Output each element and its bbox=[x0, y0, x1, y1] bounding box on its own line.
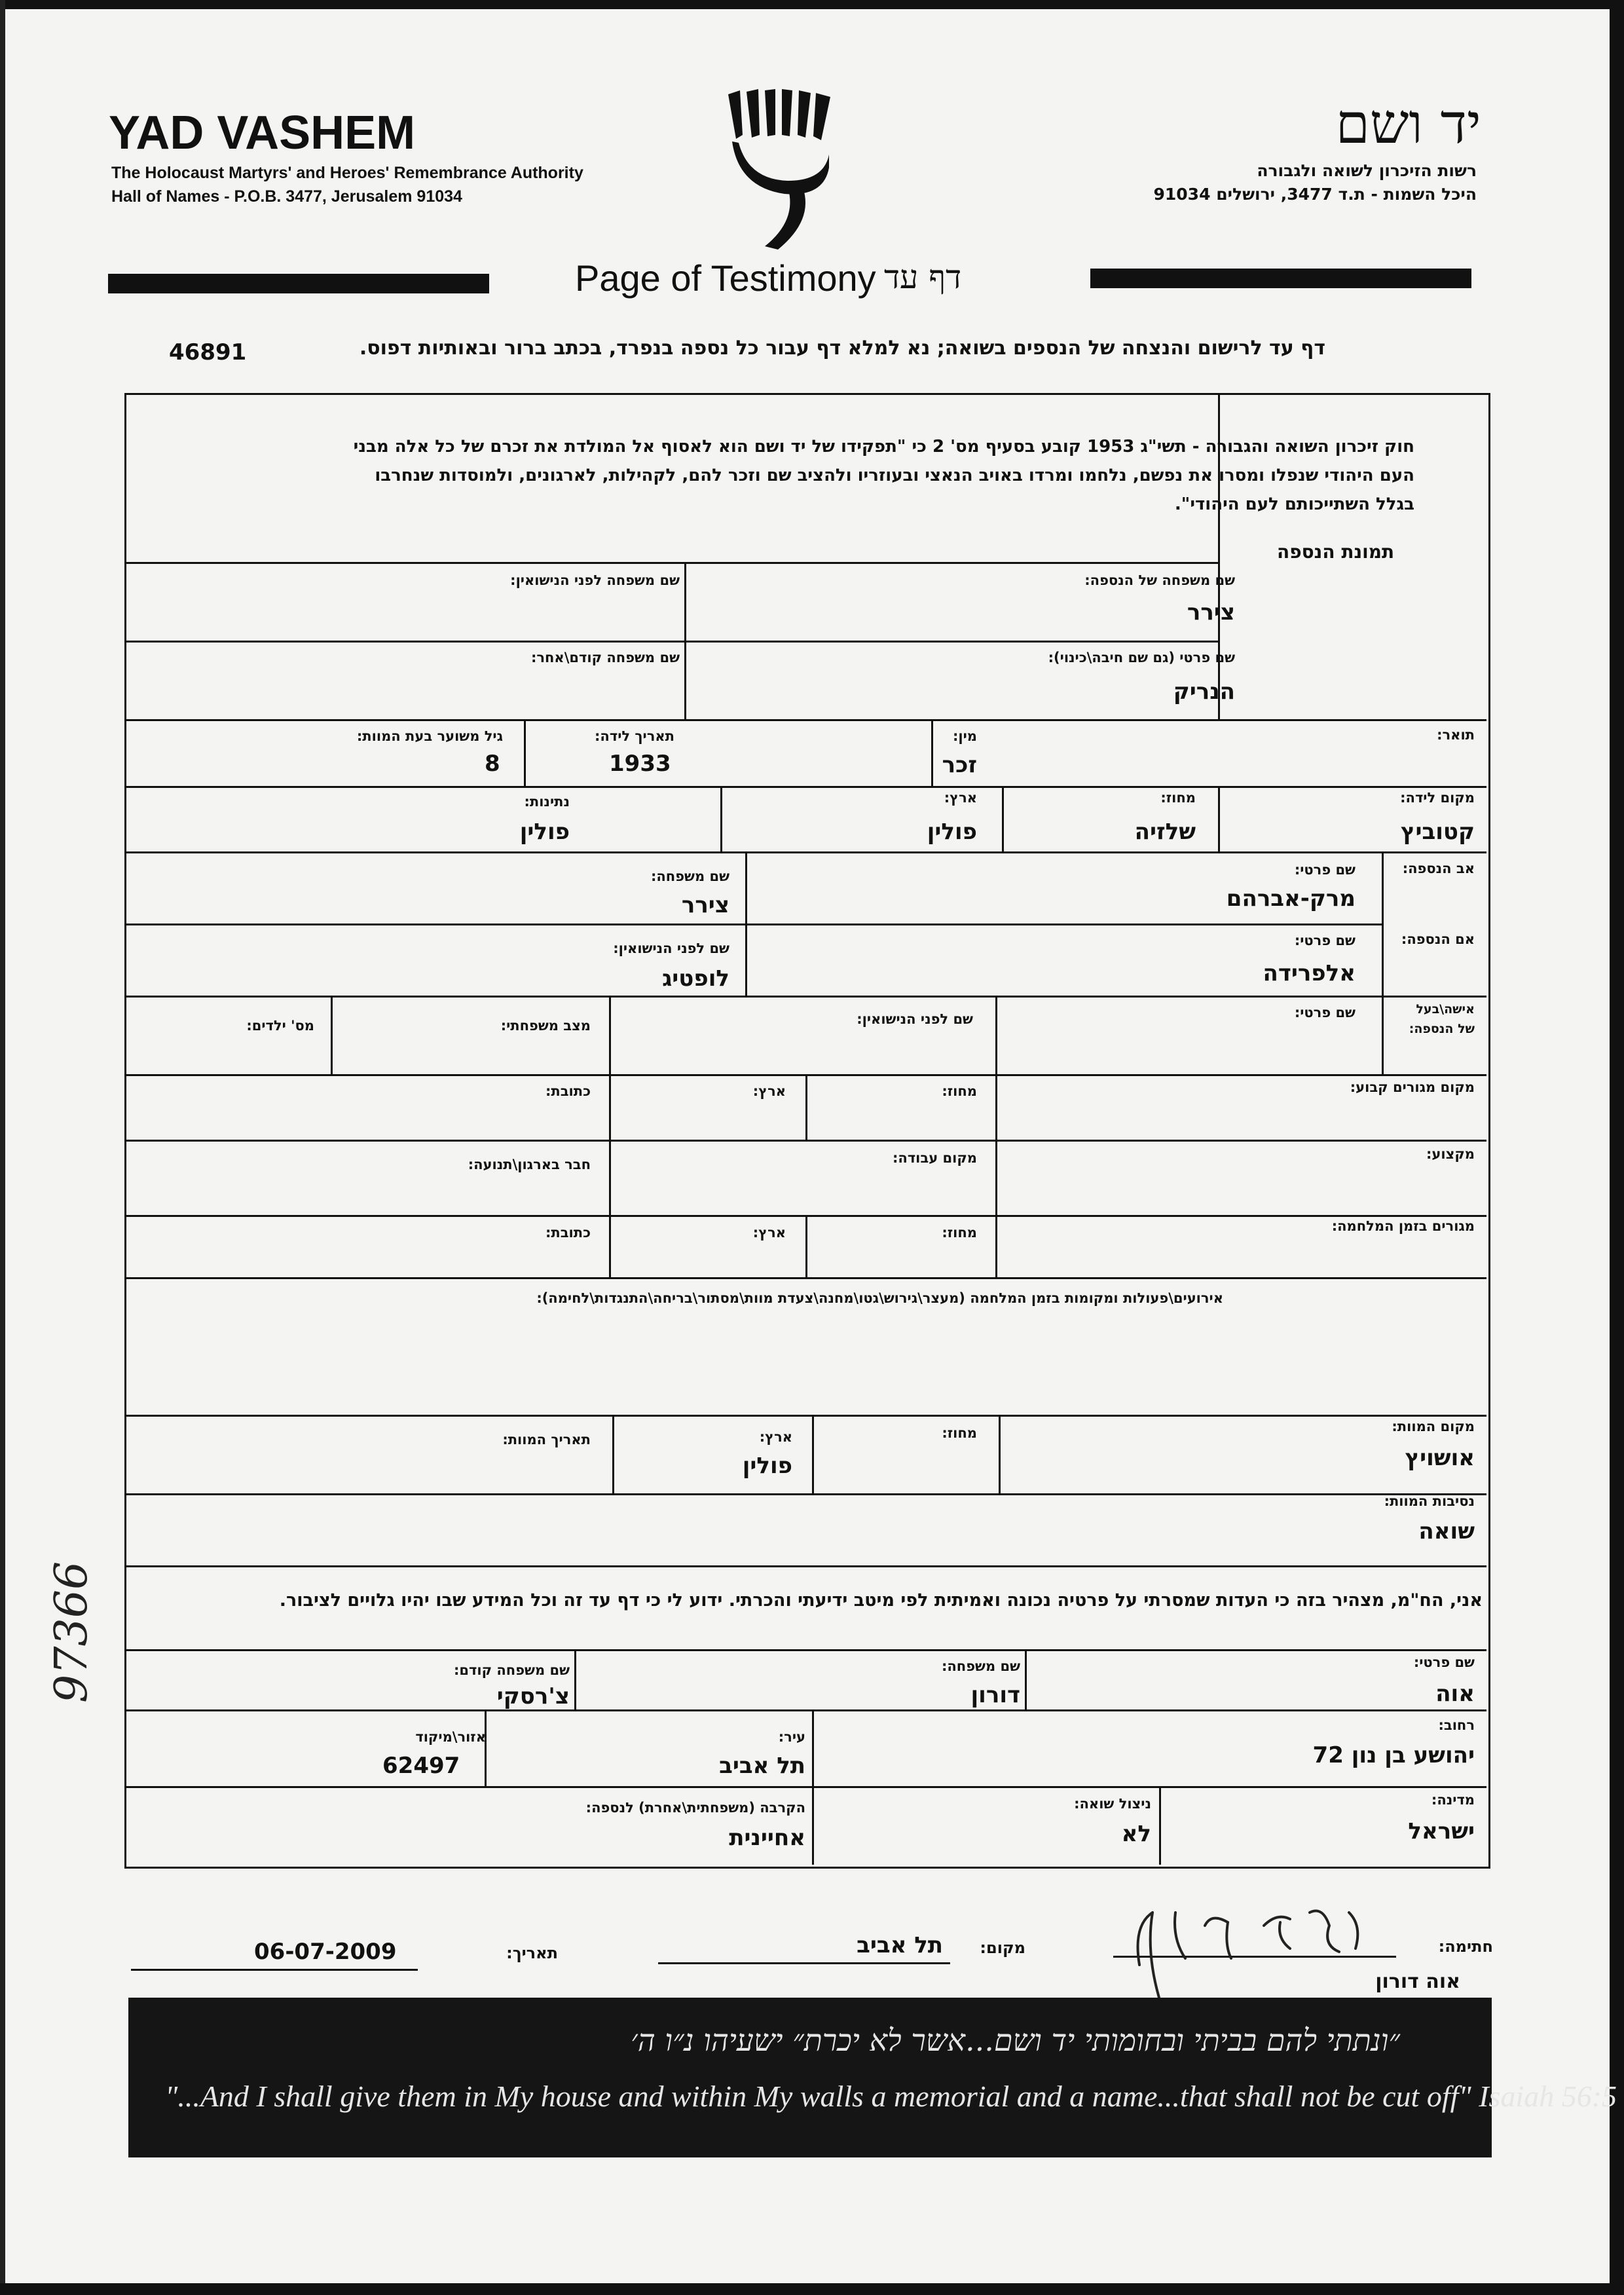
maiden-name-label: שם משפחה לפני הנישואין: bbox=[510, 572, 680, 588]
col-divider bbox=[574, 1649, 576, 1709]
row-divider bbox=[124, 851, 1486, 853]
submitter-family-name-label: שם משפחה: bbox=[941, 1658, 1020, 1674]
submitter-previous-name-value: צ'רסקי bbox=[496, 1683, 570, 1709]
law-text: חוק זיכרון השואה והגבורה - תשי"ג 1953 קובע בסעיף מס' 2 כי "תפקידו של יד ושם הוא לאסוף אל המולדת את זכרם של כל אלה מבני העם היהודי שנפלו ומסרו את נפשם, נלחמו ומרדו באויב הנאצי ובעוזריו ולהציב שם וזכר להם, לקהילות, לארגונים, ולמוסדות שנחרבו בגלל השתייכותם לעם היהודי". bbox=[353, 437, 1414, 514]
gender-value: זכר bbox=[942, 752, 977, 778]
spouse-label: אישה\בעל bbox=[1416, 1002, 1475, 1017]
first-name-label: שם פרטי (גם שם חיבה\כינוי): bbox=[1048, 650, 1235, 665]
death-circumstances-label: נסיבות המוות: bbox=[1384, 1493, 1475, 1509]
zip-label: אזור\מיקוד bbox=[415, 1729, 486, 1745]
father-surname-value: צירר bbox=[681, 892, 729, 918]
col-divider bbox=[485, 1709, 487, 1786]
father-label: אב הנספה: bbox=[1402, 861, 1475, 876]
scan-border-bottom bbox=[0, 2283, 1624, 2295]
col-divider bbox=[609, 996, 611, 1074]
row-divider bbox=[124, 641, 1218, 643]
birth-district-label: מחוז: bbox=[1160, 790, 1196, 806]
title-label: תואר: bbox=[1437, 727, 1475, 743]
family-name-label: שם משפחה של הנספה: bbox=[1084, 572, 1235, 588]
col-divider bbox=[812, 1709, 814, 1786]
row-divider bbox=[124, 996, 1486, 998]
col-divider bbox=[1218, 786, 1220, 851]
scan-border-right bbox=[1610, 0, 1624, 2295]
mother-maiden-name-value: לופטיג bbox=[662, 965, 729, 992]
death-place-value: אושויץ bbox=[1405, 1445, 1475, 1471]
death-circumstances-value: שואה bbox=[1418, 1518, 1475, 1544]
spouse-label-line2: של הנספה: bbox=[1409, 1022, 1475, 1036]
wartime-district-label: מחוז: bbox=[942, 1225, 977, 1241]
page-title-he: דף עד bbox=[884, 258, 962, 296]
col-divider bbox=[1025, 1649, 1027, 1709]
wartime-address-label: כתובת: bbox=[545, 1225, 591, 1241]
declaration-text: אני, הח"מ, מצהיר בזה כי העדות שמסרתי על פרטיה נכונה ואמיתית לפי מיטב ידיעתי והכרתי. ידוע לי כי דף עד זה וכל המידע שבו יהיו גלויים לציבור. bbox=[279, 1590, 1483, 1611]
workplace-label: מקום עבודה: bbox=[893, 1150, 977, 1166]
org-subtitle-he: רשות הזיכרון לשואה ולגבורה bbox=[1257, 161, 1477, 180]
col-divider bbox=[609, 1074, 611, 1215]
col-divider bbox=[805, 1074, 807, 1140]
row-divider bbox=[124, 924, 1382, 925]
row-divider bbox=[124, 1277, 1486, 1279]
form-number: 46891 bbox=[169, 339, 247, 365]
city-label: עיר: bbox=[778, 1729, 805, 1745]
gender-label: מין: bbox=[953, 728, 977, 744]
birth-country-value: פולין bbox=[927, 819, 977, 845]
residence-address-label: כתובת: bbox=[545, 1083, 591, 1099]
org-title-he: יד ושם bbox=[1335, 92, 1481, 156]
row-divider bbox=[124, 719, 1486, 721]
submitter-family-name-value: דורון bbox=[970, 1682, 1020, 1708]
scan-border-top bbox=[0, 0, 1624, 9]
organization-label: חבר בארגון\תנועה: bbox=[468, 1157, 591, 1172]
row-divider bbox=[124, 1786, 1486, 1788]
residence-district-label: מחוז: bbox=[942, 1083, 977, 1099]
date-label: תאריך: bbox=[506, 1944, 558, 1962]
mother-maiden-name-label: שם לפני הנישואין: bbox=[613, 941, 729, 956]
age-at-death-label: גיל משוער בעת המוות: bbox=[356, 728, 503, 744]
signer-name: אוה דורון bbox=[1375, 1970, 1460, 1993]
date-line bbox=[131, 1969, 418, 1971]
death-district-label: מחוז: bbox=[942, 1425, 977, 1441]
previous-family-name-label: שם משפחה קודם\אחר: bbox=[530, 650, 680, 665]
header-bar-left bbox=[108, 274, 489, 293]
survivor-value: לא bbox=[1121, 1821, 1151, 1847]
street-label: רחוב: bbox=[1438, 1717, 1475, 1733]
profession-label: מקצוע: bbox=[1426, 1146, 1475, 1162]
mother-first-name-label: שם פרטי: bbox=[1294, 933, 1356, 948]
col-divider bbox=[805, 1215, 807, 1277]
place-value: תל אביב bbox=[857, 1932, 943, 1958]
family-name-value: צירר bbox=[1187, 599, 1235, 625]
death-country-value: פולין bbox=[742, 1453, 792, 1479]
col-divider bbox=[720, 786, 722, 851]
birth-country-label: ארץ: bbox=[944, 790, 977, 806]
nationality-label: נתינות: bbox=[524, 794, 570, 810]
street-value: יהושע בן נון 72 bbox=[1312, 1742, 1475, 1768]
submitter-first-name-value: אוה bbox=[1435, 1681, 1475, 1707]
testimony-form bbox=[124, 393, 1490, 1869]
org-address-en: Hall of Names - P.O.B. 3477, Jerusalem 91034 bbox=[111, 187, 462, 206]
victim-photo-label: תמונת הנספה bbox=[1277, 541, 1395, 563]
signature-label: חתימה: bbox=[1438, 1937, 1493, 1956]
father-first-name-label: שם פרטי: bbox=[1294, 862, 1356, 878]
col-divider bbox=[1382, 851, 1384, 1074]
page-title-en: Page of Testimony bbox=[575, 257, 876, 299]
wartime-residence-label: מגורים בזמן המלחמה: bbox=[1331, 1218, 1475, 1234]
col-divider bbox=[524, 719, 526, 786]
form-instructions: דף עד לרישום והנצחה של הנספים בשואה; נא למלא דף עבור כל נספה בנפרד, בכתב ברור ובאותיות דפוס. bbox=[359, 337, 1325, 360]
zip-value: 62497 bbox=[382, 1753, 460, 1779]
residence-country-label: ארץ: bbox=[752, 1083, 786, 1099]
col-divider bbox=[609, 1215, 611, 1277]
col-divider bbox=[995, 1215, 997, 1277]
death-country-label: ארץ: bbox=[759, 1429, 792, 1445]
submitter-first-name-label: שם פרטי: bbox=[1413, 1654, 1475, 1670]
handwritten-signature bbox=[1113, 1886, 1388, 2004]
survivor-label: ניצול שואה: bbox=[1074, 1796, 1151, 1812]
scan-border-left bbox=[0, 0, 5, 2295]
date-value: 06-07-2009 bbox=[254, 1939, 397, 1965]
col-divider bbox=[1159, 1786, 1161, 1865]
org-title-en: YAD VASHEM bbox=[109, 107, 416, 159]
row-divider bbox=[124, 1415, 1486, 1417]
row-divider bbox=[124, 1649, 1486, 1651]
wartime-country-label: ארץ: bbox=[752, 1225, 786, 1241]
father-surname-label: שם משפחה: bbox=[650, 868, 729, 884]
relation-value: אחיינית bbox=[729, 1825, 805, 1851]
death-date-label: תאריך המוות: bbox=[502, 1432, 591, 1447]
org-subtitle-en: The Holocaust Martyrs' and Heroes' Remembrance Authority bbox=[111, 164, 583, 182]
col-divider bbox=[684, 562, 686, 719]
header-bar-right bbox=[1090, 269, 1471, 288]
birth-place-label: מקום לידה: bbox=[1400, 790, 1475, 806]
row-divider bbox=[124, 562, 1218, 564]
country-label: מדינה: bbox=[1431, 1792, 1475, 1808]
col-divider bbox=[812, 1415, 814, 1493]
place-line bbox=[658, 1962, 950, 1964]
mother-label: אם הנספה: bbox=[1401, 931, 1475, 947]
age-at-death-value: 8 bbox=[485, 751, 500, 777]
yad-vashem-logo-icon bbox=[726, 89, 837, 253]
col-divider bbox=[999, 1415, 1001, 1493]
birth-place-value: קטוביץ bbox=[1400, 819, 1475, 845]
city-value: תל אביב bbox=[719, 1753, 805, 1779]
col-divider bbox=[745, 851, 747, 996]
col-divider bbox=[995, 996, 997, 1074]
row-divider bbox=[124, 1709, 1486, 1711]
place-label: מקום: bbox=[980, 1939, 1025, 1957]
col-divider bbox=[331, 996, 333, 1074]
marital-status-label: מצב משפחתי: bbox=[500, 1018, 591, 1034]
row-divider bbox=[124, 1140, 1486, 1142]
spouse-maiden-name-label: שם לפני הנישואין: bbox=[857, 1011, 973, 1027]
submitter-previous-name-label: שם משפחה קודם: bbox=[454, 1662, 570, 1678]
col-divider bbox=[812, 1786, 814, 1865]
children-count-label: מס' ילדים: bbox=[246, 1018, 314, 1034]
handwritten-margin-number: 97366 bbox=[46, 1561, 98, 1703]
nationality-value: פולין bbox=[519, 819, 570, 845]
birth-date-label: תאריך לידה: bbox=[595, 728, 674, 744]
quote-banner bbox=[128, 1998, 1617, 2157]
birth-district-value: שלזיה bbox=[1134, 819, 1196, 845]
org-address-he: היכל השמות - ת.ד 3477, ירושלים 91034 bbox=[1153, 185, 1477, 204]
row-divider bbox=[124, 1493, 1486, 1495]
spouse-first-name-label: שם פרטי: bbox=[1294, 1005, 1356, 1020]
col-divider bbox=[995, 1074, 997, 1215]
mother-first-name-value: אלפרידה bbox=[1263, 960, 1356, 986]
permanent-residence-label: מקום מגורים קבוע: bbox=[1350, 1079, 1475, 1095]
banner-quote-he: ״ונתתי להם בביתי ובחומותי יד ושם...אשר לא יכרת״ ישעיהו נ״ו ה׳ bbox=[631, 2023, 1400, 2058]
relation-label: הקרבה (משפחתית\אחרת) לנספה: bbox=[585, 1800, 805, 1816]
death-place-label: מקום המוות: bbox=[1392, 1419, 1475, 1434]
col-divider bbox=[612, 1415, 614, 1493]
country-value: ישראל bbox=[1408, 1818, 1475, 1844]
first-name-value: הנריק bbox=[1173, 679, 1235, 705]
father-first-name-value: מרק-אברהם bbox=[1226, 886, 1356, 912]
birth-date-value: 1933 bbox=[609, 751, 671, 777]
col-divider bbox=[931, 719, 933, 786]
row-divider bbox=[124, 1565, 1486, 1567]
row-divider bbox=[124, 786, 1486, 788]
banner-quote-en: "...And I shall give them in My house and within My walls a memorial and a name...that shall not be cut off" Isaiah 56:5 bbox=[165, 2080, 1617, 2113]
col-divider bbox=[1002, 786, 1004, 851]
wartime-events-label: אירועים\פעולות ומקומות בזמן המלחמה (מעצר\גירוש\גטו\מחנה\צעדת מוות\מסתור\בריחה\התנגדות\לחימה): bbox=[536, 1290, 1223, 1306]
